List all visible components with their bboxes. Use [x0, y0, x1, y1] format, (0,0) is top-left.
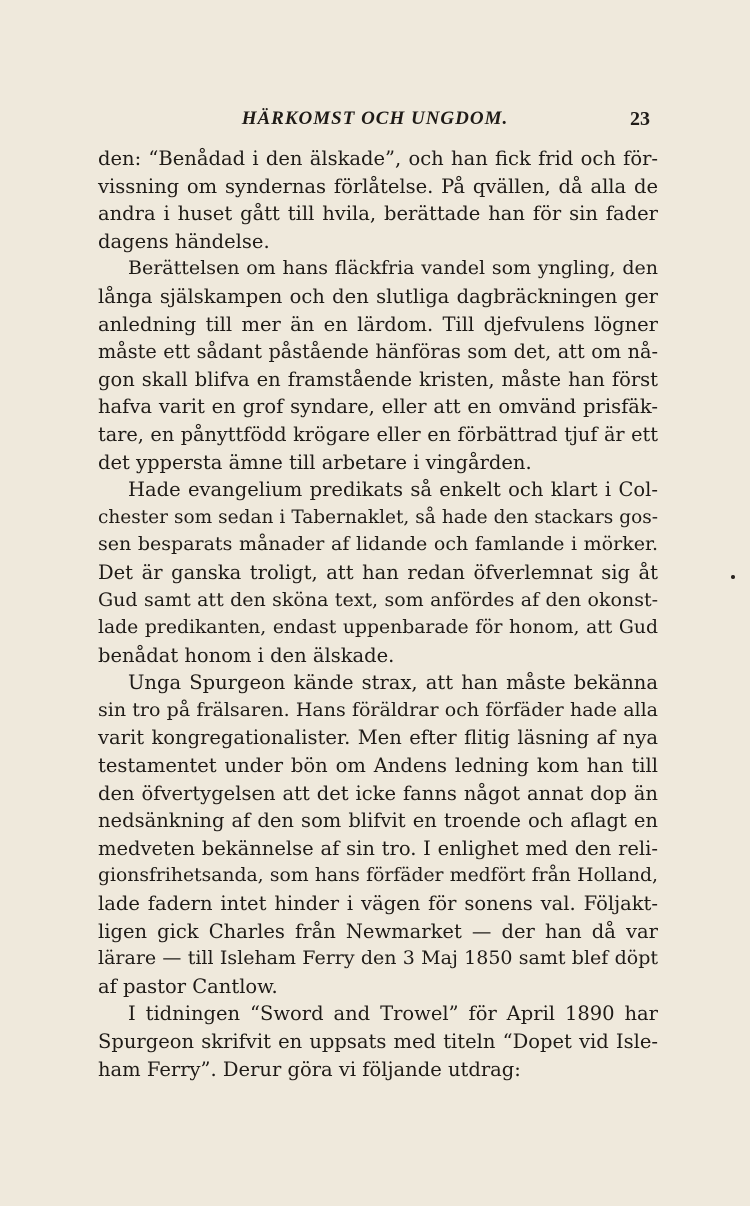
- text-line: Det är ganska troligt, att han redan öfverlemnat sig åt: [98, 560, 658, 584]
- running-title: HÄRKOMST OCH UNGDOM.: [241, 108, 509, 129]
- text-line: gionsfrihetsanda, som hans förfäder medfört från Holland,: [98, 865, 658, 887]
- text-line: chester som sedan i Tabernaklet, så hade den stackars gos-: [98, 506, 658, 528]
- text-line: I tidningen “Sword and Trowel” för April 1890 har: [128, 1002, 658, 1026]
- text-line: det yppersta ämne till arbetare i vingården.: [98, 450, 532, 474]
- text-line: testamentet under bön om Andens ledning kom han till: [98, 754, 658, 778]
- text-line: måste ett sådant påstående hänföras som det, att om nå-: [98, 340, 658, 364]
- text-line: af pastor Cantlow.: [98, 974, 278, 998]
- text-line: Gud samt att den sköna text, som anfördes af den okonst-: [98, 588, 658, 611]
- text-line: benådat honom i den älskade.: [98, 643, 395, 667]
- text-line: Unga Spurgeon kände strax, att han måste bekänna: [128, 671, 658, 695]
- text-line: ligen gick Charles från Newmarket — der han då var: [98, 919, 658, 943]
- text-line: ham Ferry”. Derur göra vi följande utdrag:: [98, 1057, 521, 1081]
- text-line: varit kongregationalister. Men efter flitig läsning af nya: [98, 726, 658, 750]
- text-line: Berättelsen om hans fläckfria vandel som yngling, den: [128, 257, 658, 280]
- text-line: gon skall blifva en framstående kristen, måste han först: [98, 367, 658, 391]
- page-header: [0, 108, 750, 138]
- text-line: sin tro på frälsaren. Hans föräldrar och förfäder hade alla: [98, 698, 658, 721]
- body-text: [98, 145, 658, 1083]
- text-line: vissning om syndernas förlåtelse. På qvällen, då alla de: [98, 174, 658, 198]
- text-line: hafva varit en grof syndare, eller att en omvänd prisfäk-: [98, 395, 658, 419]
- text-line: anledning till mer än en lärdom. Till djefvulens lögner: [98, 312, 658, 336]
- text-line: sen besparats månader af lidande och famlande i mörker.: [98, 533, 658, 556]
- text-line: den öfvertygelsen att det icke fanns något annat dop än: [98, 781, 658, 805]
- text-line: nedsänkning af den som blifvit en troende och aflagt en: [98, 809, 658, 833]
- text-line: den: “Benådad i den älskade”, och han fick frid och för-: [98, 147, 658, 170]
- text-line: Spurgeon skrifvit en uppsats med titeln “Dopet vid Isle-: [98, 1030, 658, 1053]
- text-line: lärare — till Isleham Ferry den 3 Maj 1850 samt blef döpt: [98, 947, 658, 970]
- text-line: lade fadern intet hinder i vägen för sonens val. Följakt-: [98, 892, 658, 916]
- text-line: medveten bekännelse af sin tro. I enlighet med den reli-: [98, 836, 658, 860]
- text-line: långa själskampen och den slutliga dagbräckningen ger: [98, 284, 658, 308]
- text-line: lade predikanten, endast uppenbarade för honom, att Gud: [98, 617, 658, 639]
- page-number: 23: [630, 108, 650, 130]
- text-line: tare, en pånyttfödd krögare eller en förbättrad tjuf är ett: [98, 422, 658, 446]
- text-line: dagens händelse.: [98, 229, 270, 253]
- text-line: andra i huset gått till hvila, berättade han för sin fader: [98, 202, 658, 226]
- margin-mark: [731, 575, 735, 579]
- text-line: Hade evangelium predikats så enkelt och klart i Col-: [128, 478, 658, 502]
